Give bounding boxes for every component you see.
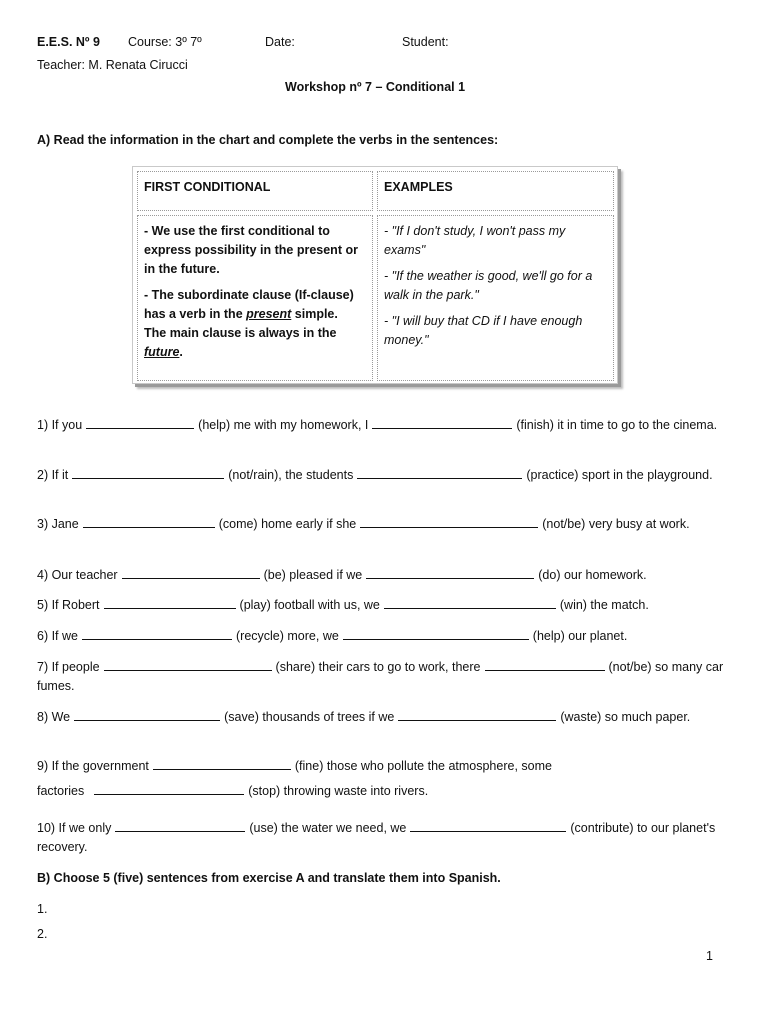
blank-field[interactable] — [398, 708, 556, 721]
blank-field[interactable] — [74, 708, 220, 721]
blank-field[interactable] — [83, 515, 215, 528]
course-label: Course: 3º 7º — [128, 35, 202, 49]
translation-item-1: 1. — [37, 902, 48, 916]
blank-field[interactable] — [372, 416, 512, 429]
blank-field[interactable] — [360, 515, 538, 528]
section-b-instruction: B) Choose 5 (five) sentences from exercise A and translate them into Spanish. — [37, 871, 501, 885]
section-a-instruction: A) Read the information in the chart and complete the verbs in the sentences: — [37, 133, 499, 147]
translation-item-2: 2. — [37, 927, 48, 941]
page-number: 1 — [706, 949, 713, 963]
example-2: - "If the weather is good, we'll go for a walk in the park." — [384, 269, 593, 302]
blank-field[interactable] — [357, 466, 522, 479]
workshop-title: Workshop nº 7 – Conditional 1 — [285, 80, 466, 94]
example-3: - "I will buy that CD if I have enough money." — [384, 314, 583, 347]
sentence-8: 8) We (save) thousands of trees if we (waste) so much paper. — [37, 710, 691, 724]
sentence-6: 6) If we (recycle) more, we (help) our planet. — [37, 629, 628, 643]
blank-field[interactable] — [122, 566, 260, 579]
sentence-10: 10) If we only (use) the water we need, we (contribute) to our planet's recovery. — [37, 821, 716, 854]
conditional-chart — [132, 166, 618, 384]
rule-1: - We use the first conditional to express possibility in the present or in the future. — [144, 224, 358, 276]
sentence-3: 3) Jane (come) home early if she (not/be) very busy at work. — [37, 517, 690, 531]
sentence-7: 7) If people (share) their cars to go to work, there (not/be) so many car fumes. — [37, 660, 724, 693]
chart-rules-cell — [137, 215, 373, 381]
sentence-9: 9) If the government (fine) those who pollute the atmosphere, some — [37, 759, 552, 773]
sentence-9-cont: factories (stop) throwing waste into rivers. — [37, 784, 429, 798]
blank-field[interactable] — [86, 416, 194, 429]
blank-field[interactable] — [410, 819, 566, 832]
blank-field[interactable] — [153, 757, 291, 770]
chart-header-left: FIRST CONDITIONAL — [137, 171, 373, 211]
rule-2: - The subordinate clause (If-clause) has a verb in the present simple. The main clause is always in the future. — [144, 288, 354, 359]
teacher-label: Teacher: M. Renata Cirucci — [37, 58, 188, 72]
blank-field[interactable] — [384, 596, 556, 609]
chart-examples-cell — [377, 215, 614, 381]
blank-field[interactable] — [72, 466, 224, 479]
blank-field[interactable] — [94, 782, 244, 795]
sentence-2: 2) If it (not/rain), the students (practice) sport in the playground. — [37, 468, 713, 482]
blank-field[interactable] — [343, 627, 529, 640]
sentence-5: 5) If Robert (play) football with us, we (win) the match. — [37, 598, 649, 612]
date-label: Date: — [265, 35, 295, 49]
student-label: Student: — [402, 35, 449, 49]
sentence-1: 1) If you (help) me with my homework, I (finish) it in time to go to the cinema. — [37, 418, 718, 432]
blank-field[interactable] — [82, 627, 232, 640]
example-1: - "If I don't study, I won't pass my exams" — [384, 224, 566, 257]
school-name: E.E.S. Nº 9 — [37, 35, 100, 49]
sentence-4: 4) Our teacher (be) pleased if we (do) our homework. — [37, 568, 647, 582]
blank-field[interactable] — [115, 819, 245, 832]
blank-field[interactable] — [104, 596, 236, 609]
chart-header-right: EXAMPLES — [377, 171, 614, 211]
blank-field[interactable] — [366, 566, 534, 579]
blank-field[interactable] — [485, 658, 605, 671]
blank-field[interactable] — [104, 658, 272, 671]
